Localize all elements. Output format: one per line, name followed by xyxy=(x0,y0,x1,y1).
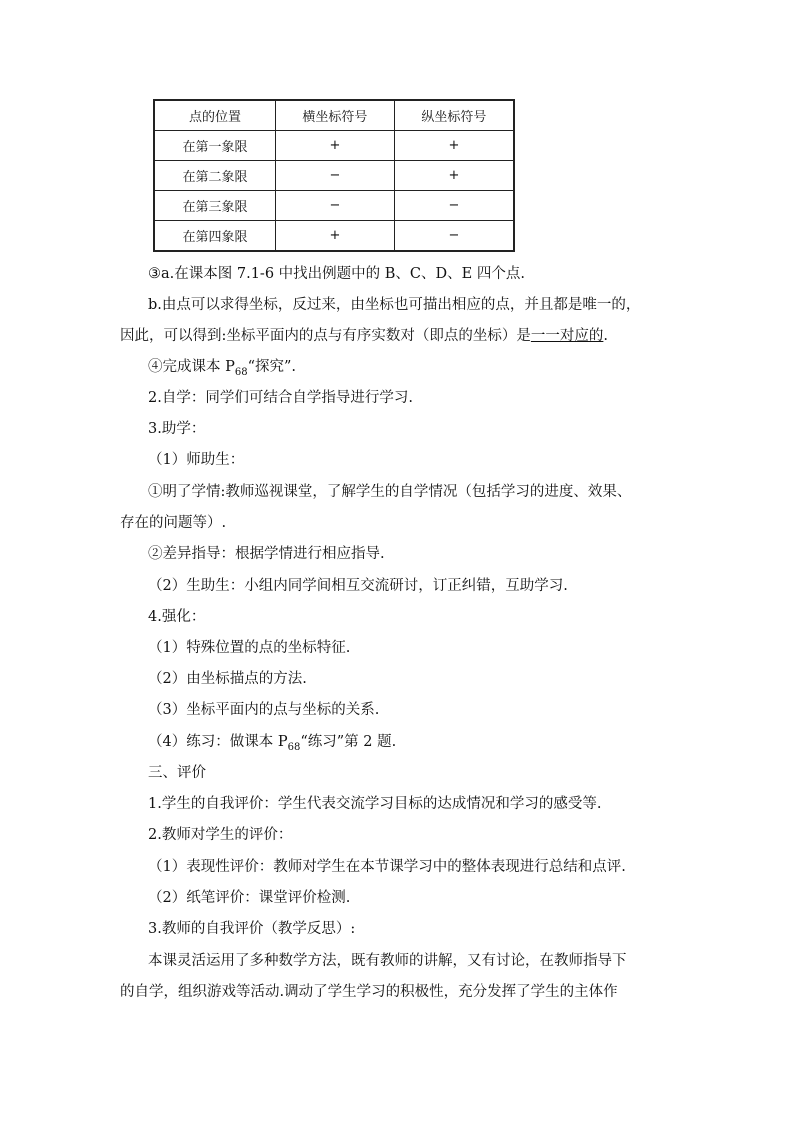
table-cell: − xyxy=(394,221,514,252)
paragraph-text: （4）练习：做课本 P xyxy=(148,734,288,750)
table-cell: − xyxy=(394,191,514,221)
paragraph: （2）由坐标描点的方法. xyxy=(148,671,307,687)
underlined-answer: 一一对应的 xyxy=(530,328,604,344)
table-cell: + xyxy=(276,221,395,252)
table-header-cell: 横坐标符号 xyxy=(276,100,395,131)
table-cell: 在第二象限 xyxy=(154,161,276,191)
paragraph: 存在的问题等）. xyxy=(120,515,227,531)
paragraph: （1）特殊位置的点的坐标特征. xyxy=(148,640,351,656)
paragraph: （2）生助生：小组内同学间相互交流研讨，订正纠错，互助学习. xyxy=(148,578,568,594)
table-cell: + xyxy=(276,131,395,161)
table-header-row xyxy=(154,100,514,131)
table-cell: − xyxy=(276,191,395,221)
table-row xyxy=(154,191,514,221)
paragraph: 本课灵活运用了多种数学方法，既有教师的讲解，又有讨论，在教师指导下 xyxy=(148,953,627,969)
table-cell: + xyxy=(394,131,514,161)
paragraph: ②差异指导：根据学情进行相应指导. xyxy=(148,546,385,562)
paragraph: （3）坐标平面内的点与坐标的关系. xyxy=(148,702,380,718)
paragraph: 2.自学：同学们可结合自学指导进行学习. xyxy=(148,390,413,406)
paragraph: （1）表现性评价：教师对学生在本节课学习中的整体表现进行总结和点评. xyxy=(148,859,626,875)
paragraph: ①明了学情:教师巡视课堂，了解学生的自学情况（包括学习的进度、效果、 xyxy=(148,484,632,500)
paragraph-text: 因此，可以得到:坐标平面内的点与有序实数对（即点的坐标）是 xyxy=(120,328,531,344)
paragraph-text: . xyxy=(603,328,608,344)
page-subscript: 68 xyxy=(234,366,248,378)
table-cell: 在第四象限 xyxy=(154,221,276,252)
table-cell: 在第一象限 xyxy=(154,131,276,161)
table-header-cell: 纵坐标符号 xyxy=(394,100,514,131)
paragraph: 4.强化： xyxy=(148,609,206,625)
paragraph: 的自学，组织游戏等活动.调动了学生学习的积极性，充分发挥了学生的主体作 xyxy=(120,984,618,1000)
quadrant-sign-table xyxy=(153,99,515,252)
paragraph-text: ④完成课本 P xyxy=(148,359,235,375)
paragraph: 1.学生的自我评价：学生代表交流学习目标的达成情况和学习的感受等. xyxy=(148,796,602,812)
table-row xyxy=(154,131,514,161)
paragraph xyxy=(148,732,396,758)
table-cell: − xyxy=(276,161,395,191)
paragraph: b.由点可以求得坐标，反过来，由坐标也可描出相应的点，并且都是唯一的， xyxy=(148,297,641,313)
table-header-cell: 点的位置 xyxy=(154,100,276,131)
paragraph: 2.教师对学生的评价： xyxy=(148,827,293,843)
paragraph xyxy=(120,326,608,346)
section-heading: 三、评价 xyxy=(148,765,206,781)
paragraph xyxy=(148,357,296,383)
table-cell: + xyxy=(394,161,514,191)
paragraph: （1）师助生： xyxy=(148,452,245,468)
paragraph: ③a.在课本图 7.1-6 中找出例题中的 B、C、D、E 四个点. xyxy=(148,266,525,282)
paragraph-text: “练习”第 2 题. xyxy=(300,734,397,750)
paragraph: （2）纸笔评价：课堂评价检测. xyxy=(148,890,351,906)
paragraph: 3.助学： xyxy=(148,421,206,437)
table-cell: 在第三象限 xyxy=(154,191,276,221)
table-row xyxy=(154,221,514,252)
table-row xyxy=(154,161,514,191)
page-subscript: 68 xyxy=(287,741,301,753)
paragraph: 3.教师的自我评价（教学反思）: xyxy=(148,921,356,937)
paragraph-text: “探究”. xyxy=(247,359,297,375)
